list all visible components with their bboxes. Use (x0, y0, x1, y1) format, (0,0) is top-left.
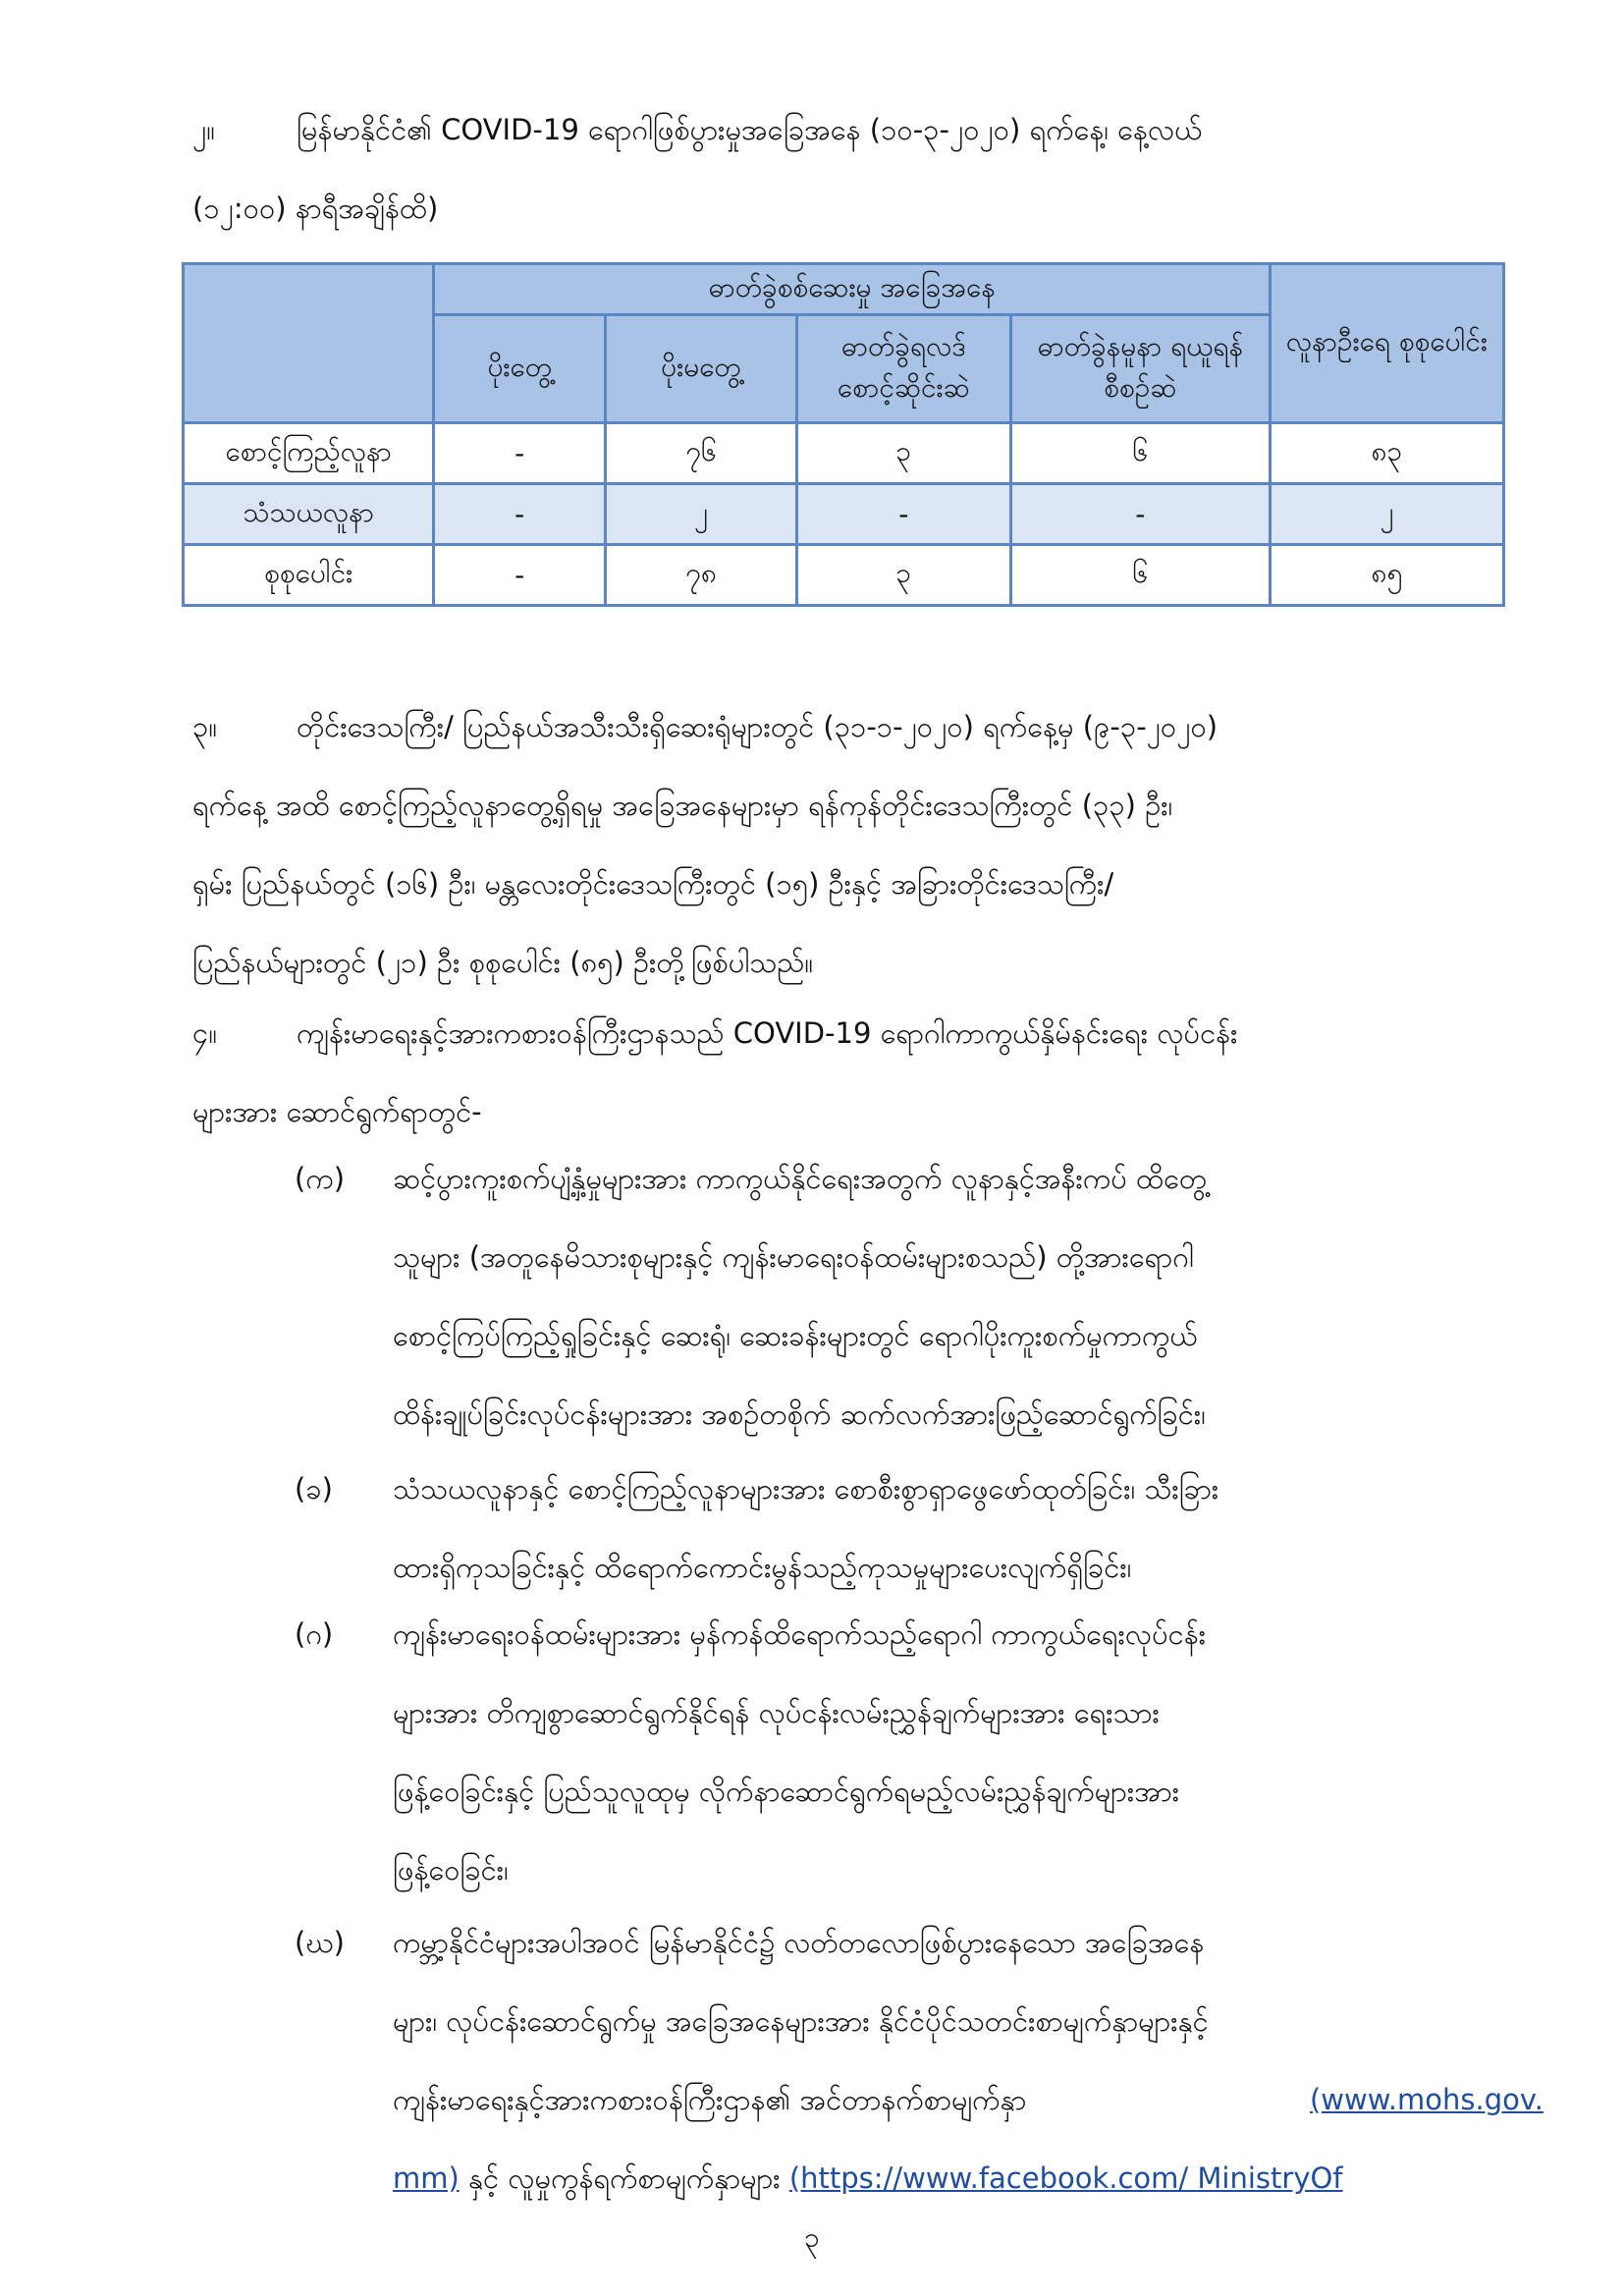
list-item-text: ကျန်းမာရေးနှင့်အားကစားဝန်ကြီးဌာန၏ အင်တာနက်စာမျက်နှာ (393, 2083, 1027, 2116)
list-item-text: နှင့် လူမှုကွန်ရက်စာမျက်နှာများ (468, 2161, 781, 2195)
list-item-line: သံသယလူနာနှင့် စောင့်ကြည့်လူနာများအား စောစီးစွာရှာဖွေဖော်ထုတ်ခြင်း၊ သီးခြား (393, 1472, 1219, 1505)
table-cell: ၃ (796, 545, 1010, 606)
section-3-line: ပြည်နယ်များတွင် (၂၁) ဦး စုစုပေါင်း (၈၅) ဦးတို့ဖြစ်ပါသည်။ (192, 946, 814, 979)
table-cell: ၈၃ (1270, 423, 1503, 484)
table-column-header: ဓာတ်ခွဲနမူနာ ရယူရန် စီစဉ်ဆဲ (1010, 315, 1270, 423)
mohs-website-link-continued[interactable]: mm) (393, 2161, 460, 2195)
section-3-line (192, 687, 1543, 766)
table-row (184, 545, 1504, 606)
section-4-paragraph (192, 994, 1543, 1151)
section-3-number: ၃။ (192, 710, 218, 743)
list-item-marker: (ခ) (295, 1472, 333, 1505)
section-3-line: ရက်နေ့ အထိ စောင့်ကြည့်လူနာတွေ့ရှိရမှု အခြေအနေများမှာ ရန်ကုန်တိုင်းဒေသကြီးတွင် (၃၃) ဦး၊ (192, 789, 1173, 822)
table-row-label: စောင့်ကြည့်လူနာ (184, 423, 434, 484)
section-4-line: များအား ဆောင်ရွက်ရာတွင်- (192, 1095, 482, 1128)
list-item-line: ကျန်းမာရေးဝန်ထမ်းများအား မှန်ကန်ထိရောက်သည့်ရောဂါ ကာကွယ်ရေးလုပ်ငန်း (393, 1617, 1207, 1651)
table-row-label: သံသယလူနာ (184, 484, 434, 545)
table-cell: - (796, 484, 1010, 545)
section-4-line (192, 994, 1543, 1072)
table-cell: ၇၈ (606, 545, 797, 606)
table-cell: ၂ (606, 484, 797, 545)
list-item (295, 1139, 1543, 1453)
list-item-line: များအား တိကျစွာဆောင်ရွက်နိုင်ရန် လုပ်ငန်းလမ်းညွှန်ချက်များအား ရေးသား (393, 1696, 1160, 1729)
table-group-header: ဓာတ်ခွဲစစ်ဆေးမှု အခြေအနေ (434, 264, 1270, 315)
table-row-label: စုစုပေါင်း (184, 545, 434, 606)
table-total-header: လူနာဦးရေ စုစုပေါင်း (1270, 264, 1503, 423)
table-corner-cell (184, 264, 434, 423)
table-row (184, 484, 1504, 545)
section-4-number: ၄။ (192, 1016, 218, 1050)
section-4-text: ကျန်းမာရေးနှင့်အားကစားဝန်ကြီးဌာနသည် COVID-19 ရောဂါကာကွယ်နှိမ်နင်းရေး လုပ်ငန်း (297, 1016, 1238, 1050)
section-2-line-2: (၁၂:၀၀) နာရီအချိန်ထိ) (192, 191, 439, 225)
section-2-number: ၂။ (192, 113, 216, 146)
list-item-line: ကမ္ဘာ့နိုင်ငံများအပါအဝင် မြန်မာနိုင်ငံ၌ လတ်တလောဖြစ်ပွားနေသော အခြေအနေ (393, 1926, 1205, 1959)
table-cell: ၇၆ (606, 423, 797, 484)
list-item-line: များ၊ လုပ်ငန်းဆောင်ရွက်မှု အခြေအနေများအား နိုင်ငံပိုင်သတင်းစာမျက်နှာများနှင့် (393, 2004, 1209, 2038)
table-row (184, 423, 1504, 484)
list-item-marker: (က) (295, 1162, 346, 1195)
table-cell: - (1010, 484, 1270, 545)
list-item-line: ဖြန့်ဝေခြင်း၊ (393, 1853, 509, 1886)
table-cell: ၃ (796, 423, 1010, 484)
covid-status-table (182, 262, 1505, 607)
list-item-marker: (ဃ) (295, 1926, 345, 1959)
section-3-paragraph (192, 687, 1543, 1002)
table-column-header: ဓာတ်ခွဲရလဒ် စောင့်ဆိုင်းဆဲ (796, 315, 1010, 423)
list-item-line: ဖြန့်ဝေခြင်းနှင့် ပြည်သူလူထုမှ လိုက်နာဆောင်ရွက်ရမည့်လမ်းညွှန်ချက်များအား (393, 1775, 1180, 1808)
table-cell: ၆ (1010, 545, 1270, 606)
section-2-line-1 (192, 90, 1543, 169)
table-cell: - (434, 484, 606, 545)
list-item-line: သူများ (အတူနေမိသားစုများနှင့် ကျန်းမာရေးဝန်ထမ်းများစသည်) တို့အားရောဂါ (393, 1240, 1194, 1274)
mohs-website-link[interactable]: (www.mohs.gov. (1309, 2083, 1543, 2116)
table-column-header: ပိုးမတွေ့ (606, 315, 797, 423)
section-2-text: မြန်မာနိုင်ငံ၏ COVID-19 ရောဂါဖြစ်ပွားမှုအခြေအနေ (၁၀-၃-၂၀၂၀) ရက်နေ့၊ နေ့လယ် (297, 113, 1203, 146)
section-3-text: တိုင်းဒေသကြီး/ ပြည်နယ်အသီးသီးရှိဆေးရုံများတွင် (၃၁-၁-၂၀၂၀) ရက်နေ့မှ (၉-၃-၂၀၂၀) (297, 710, 1218, 743)
list-item-line: ထားရှိကုသခြင်းနှင့် ထိရောက်ကောင်းမွန်သည့်ကုသမှုများပေးလျက်ရှိခြင်း၊ (393, 1551, 1132, 1584)
list-item-line: ထိန်းချုပ်ခြင်းလုပ်ငန်းများအား အစဉ်တစိုက် ဆက်လက်အားဖြည့်ဆောင်ရွက်ခြင်း၊ (393, 1397, 1206, 1431)
list-item-line: ဆင့်ပွားကူးစက်ပျံ့နှံ့မှုများအား ကာကွယ်နိုင်ရေးအတွက် လူနာနှင့်အနီးကပ် ထိတွေ့ (393, 1162, 1208, 1195)
table-cell: - (434, 423, 606, 484)
section-2-heading (192, 90, 1543, 247)
list-item-line (393, 2060, 1543, 2139)
table-cell: ၈၅ (1270, 545, 1503, 606)
list-item-line: စောင့်ကြပ်ကြည့်ရှုခြင်းနှင့် ဆေးရုံ၊ ဆေးခန်းများတွင် ရောဂါပိုးကူးစက်မှုကာကွယ် (393, 1319, 1198, 1352)
table-cell: ၆ (1010, 423, 1270, 484)
list-item-line (393, 2139, 1543, 2217)
list-item (295, 1903, 1543, 2217)
list-item (295, 1449, 1543, 1607)
table-cell: ၂ (1270, 484, 1503, 545)
list-item-marker: (ဂ) (295, 1617, 334, 1651)
table-column-header: ပိုးတွေ့ (434, 315, 606, 423)
list-item (295, 1595, 1543, 1909)
facebook-page-link[interactable]: (https://www.facebook.com/ MinistryOf (788, 2161, 1343, 2195)
section-3-line: ရှမ်း ပြည်နယ်တွင် (၁၆) ဦး၊ မန္တလေးတိုင်းဒေသကြီးတွင် (၁၅) ဦးနှင့် အခြားတိုင်းဒေသကြီး/ (192, 867, 1114, 901)
page-number: ၃ (804, 2221, 820, 2254)
table-cell: - (434, 545, 606, 606)
